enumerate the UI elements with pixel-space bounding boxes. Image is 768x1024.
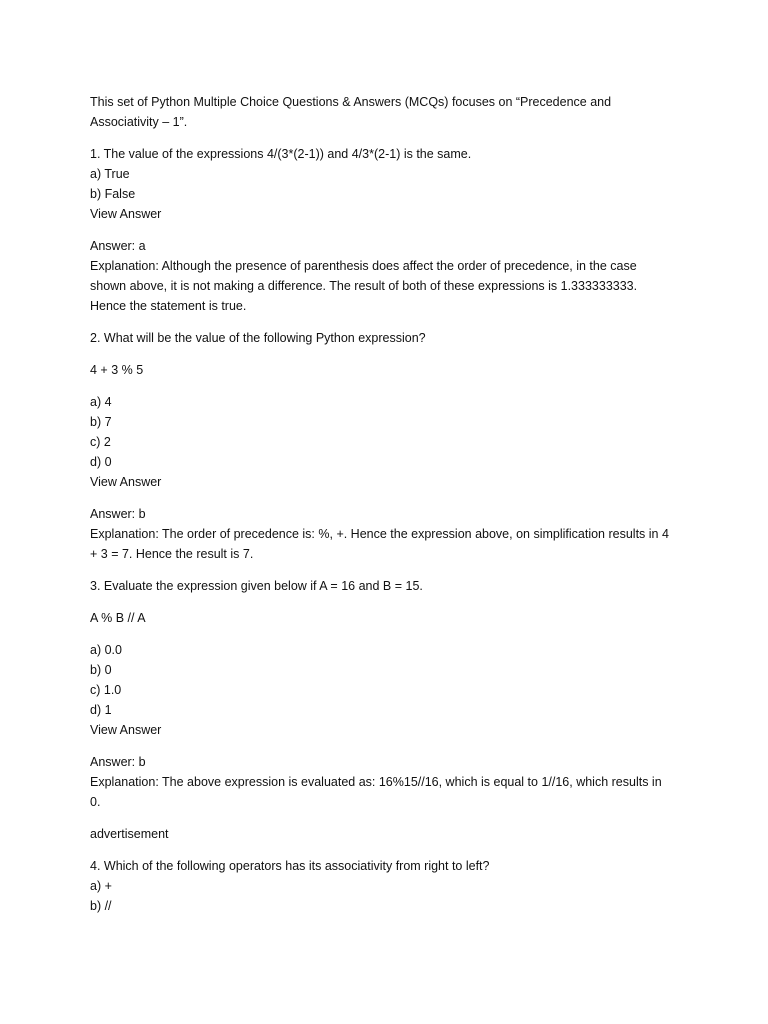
q3-option-a: a) 0.0 (90, 643, 122, 657)
q3-question: 3. Evaluate the expression given below if A = 16 and B = 15. (90, 579, 423, 593)
q2-explanation-line-2: + 3 = 7. Hence the result is 7. (90, 547, 254, 561)
q2-question: 2. What will be the value of the following Python expression? (90, 331, 426, 345)
q1-answer: Answer: a (90, 239, 146, 253)
q3-explanation-line-1: Explanation: The above expression is evaluated as: 16%15//16, which is equal to 1//16, which results in (90, 775, 662, 789)
q4-option-b: b) // (90, 899, 112, 913)
q2-code: 4 + 3 % 5 (90, 363, 144, 377)
advertisement-label: advertisement (90, 827, 169, 841)
q3-option-c: c) 1.0 (90, 683, 122, 697)
q4-option-a: a) + (90, 879, 112, 893)
q3-view-answer[interactable]: View Answer (90, 723, 162, 737)
document-content (90, 92, 690, 916)
q1-explanation-line-3: Hence the statement is true. (90, 299, 247, 313)
q2-option-a: a) 4 (90, 395, 112, 409)
q2-option-b: b) 7 (90, 415, 112, 429)
q1-question: 1. The value of the expressions 4/(3*(2-1)) and 4/3*(2-1) is the same. (90, 147, 472, 161)
q2-explanation-line-1: Explanation: The order of precedence is: %, +. Hence the expression above, on simplification results in 4 (90, 527, 669, 541)
q3-option-d: d) 1 (90, 703, 112, 717)
q1-explanation-line-1: Explanation: Although the presence of parenthesis does affect the order of precedence, in the case (90, 259, 637, 273)
q1-explanation-line-2: shown above, it is not making a difference. The result of both of these expressions is 1.333333333. (90, 279, 638, 293)
q3-explanation-line-2: 0. (90, 795, 101, 809)
q1-option-b: b) False (90, 187, 136, 201)
intro-text-line-2: Associativity – 1”. (90, 115, 188, 129)
q4-question: 4. Which of the following operators has its associativity from right to left? (90, 859, 490, 873)
q3-option-b: b) 0 (90, 663, 112, 677)
q2-option-d: d) 0 (90, 455, 112, 469)
q2-answer: Answer: b (90, 507, 146, 521)
q2-option-c: c) 2 (90, 435, 111, 449)
q3-code: A % B // A (90, 611, 146, 625)
q1-option-a: a) True (90, 167, 130, 181)
q1-view-answer[interactable]: View Answer (90, 207, 162, 221)
q2-view-answer[interactable]: View Answer (90, 475, 162, 489)
intro-text-line-1: This set of Python Multiple Choice Questions & Answers (MCQs) focuses on “Precedence and (90, 95, 612, 109)
q3-answer: Answer: b (90, 755, 146, 769)
